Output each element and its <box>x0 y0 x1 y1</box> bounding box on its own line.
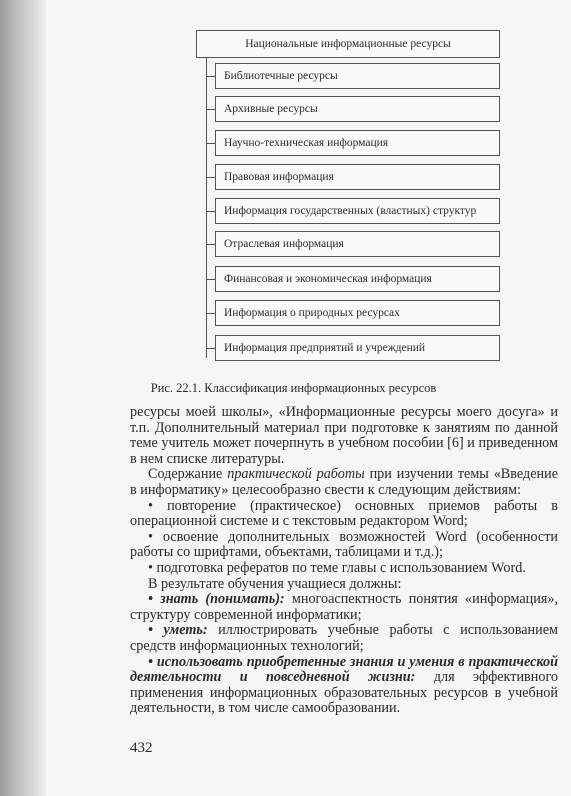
diagram-category-box: Отраслевая информация <box>215 231 500 257</box>
diagram-branch <box>206 109 215 110</box>
diagram-branch <box>206 177 215 178</box>
requirement-term: • уметь: <box>148 622 208 639</box>
diagram-root-box: Национальные информационные ресурсы <box>196 30 500 58</box>
text-run: многоаспектность понятия «информация», структуру современной информатики; <box>130 591 559 623</box>
diagram-branch <box>206 279 215 280</box>
requirement-item <box>130 655 558 717</box>
diagram-branch <box>206 211 215 212</box>
diagram-category-box: Библиотечные ресурсы <box>215 63 500 89</box>
diagram-category-box: Информация государственных (властных) структур <box>215 198 500 224</box>
requirement-item <box>130 592 558 623</box>
figure-caption <box>0 381 571 396</box>
emphasis-text: практической работы <box>227 466 365 483</box>
text-run: иллюстрировать учебные работы с использованием средств информационных технологий; <box>130 622 558 654</box>
diagram-branch <box>206 244 215 245</box>
diagram-category-box: Правовая информация <box>215 164 500 190</box>
diagram-category-box: Архивные ресурсы <box>215 96 500 122</box>
requirement-item <box>130 623 558 654</box>
diagram-branch <box>206 143 215 144</box>
requirement-term: • знать (понимать): <box>148 591 285 608</box>
paragraph: ресурсы моей школы», «Информационные ресурсы моего досуга» и т.п. Дополнительный материал при подготовке к занятиям по данной теме учитель может почерпнуть в учебном пособии [6] и приведенном в нем списке литературы. <box>130 404 558 467</box>
diagram-category-box: Информация предприятий и учреждений <box>215 335 500 361</box>
diagram-branch <box>206 76 215 77</box>
body-text <box>130 405 558 717</box>
bullet-item: • повторение (практическое) основных приемов работы в операционной системе и с текстовым редактором Word; <box>130 497 558 530</box>
bullet-item: • освоение дополнительных возможностей Word (особенности работы со шрифтами, объектами, таблицами и т.д.); <box>130 528 558 561</box>
figure-caption-text: Рис. 22.1. Классификация информационных ресурсов <box>150 381 437 395</box>
text-run: для эффективного применения информационных образовательных ресурсов в учебной деятельности, в том числе самообразовании. <box>130 669 559 717</box>
diagram-category-box: Научно-техническая информация <box>215 130 500 156</box>
requirement-term: • использовать приобретенные знания и умения в практической деятельности и повседневной жизни: <box>130 653 558 686</box>
paragraph <box>130 467 558 498</box>
diagram-branch <box>206 348 215 349</box>
diagram-branch <box>206 313 215 314</box>
paragraph: В результате обучения учащиеся должны: <box>148 575 402 592</box>
text-run: при изучении темы «Введение в информатику» целесообразно свести к следующим действиям: <box>130 466 558 498</box>
bullet-item: • подготовка рефератов по теме главы с использованием Word. <box>148 559 526 576</box>
diagram-category-box: Финансовая и экономическая информация <box>215 266 500 292</box>
diagram-category-box: Информация о природных ресурсах <box>215 300 500 326</box>
text-run: Содержание <box>148 466 228 483</box>
page-number: 432 <box>130 740 153 756</box>
